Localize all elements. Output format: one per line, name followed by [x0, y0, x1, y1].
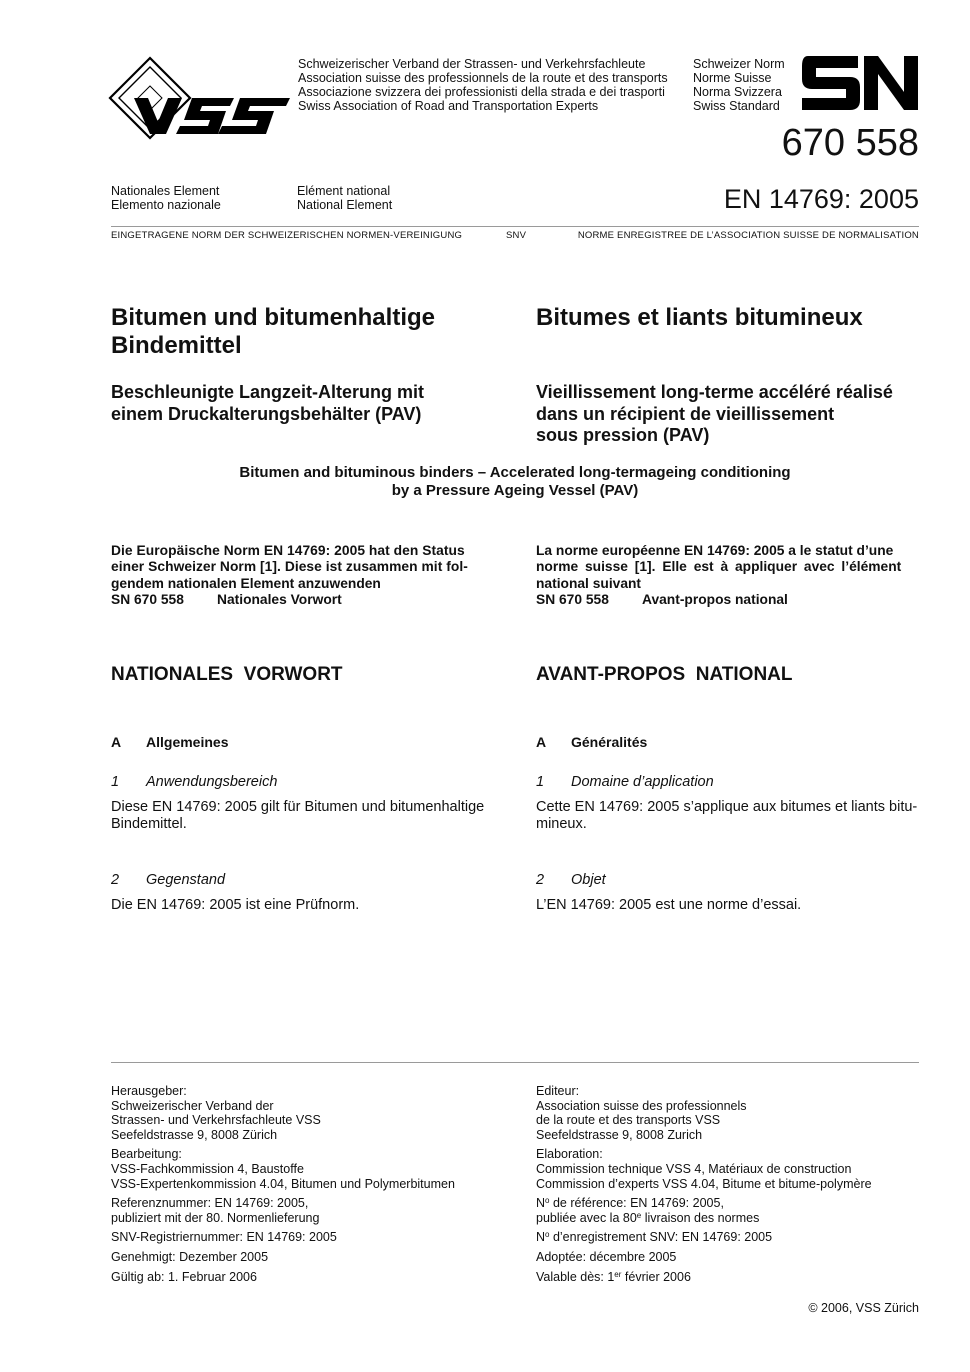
status-de-line: Die Europäische Norm EN 14769: 2005 hat den Status: [111, 543, 465, 558]
status-de-reference: [111, 592, 495, 608]
section-a-fr: [536, 734, 647, 750]
status-fr: [536, 543, 920, 608]
subtitle-fr-line: dans un récipient de vieillissement: [536, 403, 835, 424]
imprint-text: février 2006: [621, 1269, 691, 1284]
imprint-line: Adoptée: décembre 2005: [536, 1249, 677, 1264]
imprint-line: Genehmigt: Dezember 2005: [111, 1249, 269, 1264]
org-line-en: Swiss Association of Road and Transportation Experts: [298, 99, 599, 113]
imprint-line: Referenznummer: EN 14769: 2005,: [111, 1196, 309, 1211]
imprint-text: d’enregistrement SNV: EN 14769: 2005: [549, 1230, 773, 1245]
imprint-line: Bearbeitung:: [111, 1147, 182, 1162]
element-label-de: Nationales Element: [111, 184, 220, 198]
title-de-line: Bindemittel: [111, 332, 242, 359]
imprint-line: [536, 1196, 872, 1211]
paragraph-line: Diese EN 14769: 2005 gilt für Bitumen und bitumenhaltige: [111, 799, 485, 815]
norm-number: 670 558: [781, 122, 919, 164]
imprint-line: Strassen- und Verkehrsfachleute VSS: [111, 1113, 321, 1128]
reference-label: Nationales Vorwort: [217, 591, 342, 607]
subtitle-fr: [536, 382, 893, 447]
superscript: e: [636, 1210, 642, 1220]
norm-label-fr: Norme Suisse: [693, 71, 772, 85]
register-right: NORME ENREGISTREE DE L’ASSOCIATION SUISSE DE NORMALISATION: [577, 230, 919, 241]
imprint-line: Commission technique VSS 4, Matériaux de construction: [536, 1161, 852, 1176]
org-line-it: Associazione svizzera dei professionisti della strada e dei trasporti: [298, 85, 665, 99]
subsection-number: 1: [111, 774, 120, 790]
subsection-title: Objet: [571, 872, 606, 888]
reference-number: SN 670 558: [536, 591, 609, 607]
subsection-number: 2: [111, 872, 120, 888]
imprint-line: Seefeldstrasse 9, 8008 Zurich: [536, 1127, 703, 1142]
subsection-title: Domaine d’application: [571, 774, 714, 790]
imprint-text: de référence: EN 14769: 2005,: [549, 1196, 724, 1211]
imprint-text: livraison des normes: [641, 1210, 760, 1225]
paragraph-line: Cette EN 14769: 2005 s’applique aux bitumes et liants bitu-: [536, 799, 918, 815]
reference-number: SN 670 558: [111, 591, 184, 607]
imprint-text: N: [536, 1230, 546, 1245]
register-mid: SNV: [506, 230, 527, 241]
title-en-line: Bitumen and bituminous binders – Accelerated long-termageing conditioning: [239, 464, 791, 481]
imprint-line: [536, 1211, 872, 1226]
footer-divider: [111, 1062, 919, 1063]
element-label-en: National Element: [297, 198, 393, 212]
paragraph-line: Die EN 14769: 2005 ist eine Prüfnorm.: [111, 897, 360, 913]
title-en: [111, 464, 919, 500]
imprint-line: SNV-Registriernummer: EN 14769: 2005: [111, 1230, 337, 1245]
title-en-line: by a Pressure Ageing Vessel (PAV): [391, 482, 639, 499]
copyright: © 2006, VSS Zürich: [808, 1301, 919, 1315]
section-letter: A: [536, 734, 547, 750]
title-de-line: Bitumen und bitumenhaltige: [111, 304, 435, 331]
subsection-title: Gegenstand: [146, 872, 226, 888]
section-a-de: [111, 734, 228, 750]
subsection-2-de: [111, 872, 225, 888]
status-fr-line: national suivant: [536, 575, 642, 591]
paragraph-line: L’EN 14769: 2005 est une norme d’essai.: [536, 897, 802, 913]
sn-logo: [800, 56, 920, 110]
title-de: [111, 304, 435, 360]
status-fr-reference: [536, 592, 920, 608]
subsection-1-fr: [536, 774, 714, 790]
element-label-right: [297, 184, 392, 212]
subtitle-de: [111, 382, 424, 425]
section-letter: A: [111, 734, 122, 750]
imprint-line: Editeur:: [536, 1084, 580, 1098]
status-fr-line: norme suisse [1]. Elle est à appliquer avec l’élément: [536, 559, 902, 575]
imprint-line: VSS-Fachkommission 4, Baustoffe: [111, 1161, 304, 1176]
imprint-line: de la route et des transports VSS: [536, 1113, 721, 1128]
imprint-text: publiée avec la 80: [536, 1210, 637, 1225]
imprint-line: Commission d’experts VSS 4.04, Bitume et bitume-polymère: [536, 1176, 872, 1191]
element-label-it: Elemento nazionale: [111, 198, 221, 212]
paragraph-line: Bindemittel.: [111, 815, 187, 832]
status-fr-line: La norme européenne EN 14769: 2005 a le statut d’une: [536, 543, 894, 558]
imprint-line: Herausgeber:: [111, 1084, 187, 1098]
subsection-1-de-text: [111, 799, 484, 832]
subsection-2-de-text: [111, 897, 359, 914]
element-label-fr: Elément national: [297, 184, 391, 198]
imprint-line: [536, 1230, 872, 1245]
subsection-number: 1: [536, 774, 545, 790]
norm-label-de: Schweizer Norm: [693, 57, 785, 71]
en-number: EN 14769: 2005: [723, 184, 919, 214]
register-left: EINGETRAGENE NORM DER SCHWEIZERISCHEN NORMEN-VEREINIGUNG: [111, 230, 463, 241]
superscript: o: [545, 1196, 550, 1206]
norm-label-en: Swiss Standard: [693, 99, 780, 113]
subsection-title: Anwendungsbereich: [146, 774, 278, 790]
imprint-line: [536, 1270, 872, 1285]
status-de: [111, 543, 495, 608]
subtitle-fr-line: Vieillissement long-terme accéléré réalisé: [536, 382, 893, 402]
association-names: [298, 57, 668, 113]
imprint-line: Association suisse des professionnels: [536, 1098, 747, 1113]
subsection-1-de: [111, 774, 277, 790]
element-label-left: [111, 184, 221, 212]
subsection-1-fr-text: [536, 799, 917, 832]
header-divider: [111, 226, 919, 227]
subtitle-de-line: Beschleunigte Langzeit-Alterung mit: [111, 382, 425, 402]
imprint-text: N: [536, 1196, 546, 1211]
title-fr: [536, 304, 863, 332]
imprint-line: Elaboration:: [536, 1147, 603, 1162]
org-line-fr: Association suisse des professionnels de la route et des transports: [298, 71, 668, 85]
imprint-line: VSS-Expertenkommission 4.04, Bitumen und Polymerbitumen: [111, 1176, 455, 1191]
subtitle-de-line: einem Druckalterungsbehälter (PAV): [111, 403, 422, 424]
norm-label-it: Norma Svizzera: [693, 85, 782, 99]
title-fr-line: Bitumes et liants bitumineux: [536, 304, 863, 331]
superscript: o: [545, 1230, 550, 1240]
imprint-line: Gültig ab: 1. Februar 2006: [111, 1269, 257, 1284]
subsection-number: 2: [536, 872, 545, 888]
imprint-line: Schweizerischer Verband der: [111, 1098, 274, 1113]
imprint-line: Seefeldstrasse 9, 8008 Zürich: [111, 1127, 278, 1142]
paragraph-line: mineux.: [536, 815, 587, 832]
imprint-de: [111, 1084, 455, 1284]
org-line-de: Schweizerischer Verband der Strassen- und Verkehrsfachleute: [298, 57, 646, 71]
section-title: Généralités: [571, 734, 648, 750]
imprint-text: Valable dès: 1: [536, 1269, 615, 1284]
section-title: Allgemeines: [146, 734, 229, 750]
foreword-heading-fr: AVANT-PROPOS NATIONAL: [536, 664, 793, 685]
imprint-line: publiziert mit der 80. Normenlieferung: [111, 1210, 320, 1225]
imprint-fr: [536, 1084, 872, 1284]
superscript: er: [614, 1269, 622, 1279]
subtitle-fr-line: sous pression (PAV): [536, 425, 710, 445]
vss-logo: [108, 56, 294, 140]
reference-label: Avant-propos national: [642, 591, 788, 607]
subsection-2-fr-text: [536, 897, 801, 914]
foreword-heading-de: NATIONALES VORWORT: [111, 664, 343, 685]
norm-type-labels: [693, 57, 785, 113]
status-de-line: gendem nationalen Element anzuwenden: [111, 575, 381, 591]
status-de-line: einer Schweizer Norm [1]. Diese ist zusammen mit fol-: [111, 559, 468, 575]
subsection-2-fr: [536, 872, 606, 888]
